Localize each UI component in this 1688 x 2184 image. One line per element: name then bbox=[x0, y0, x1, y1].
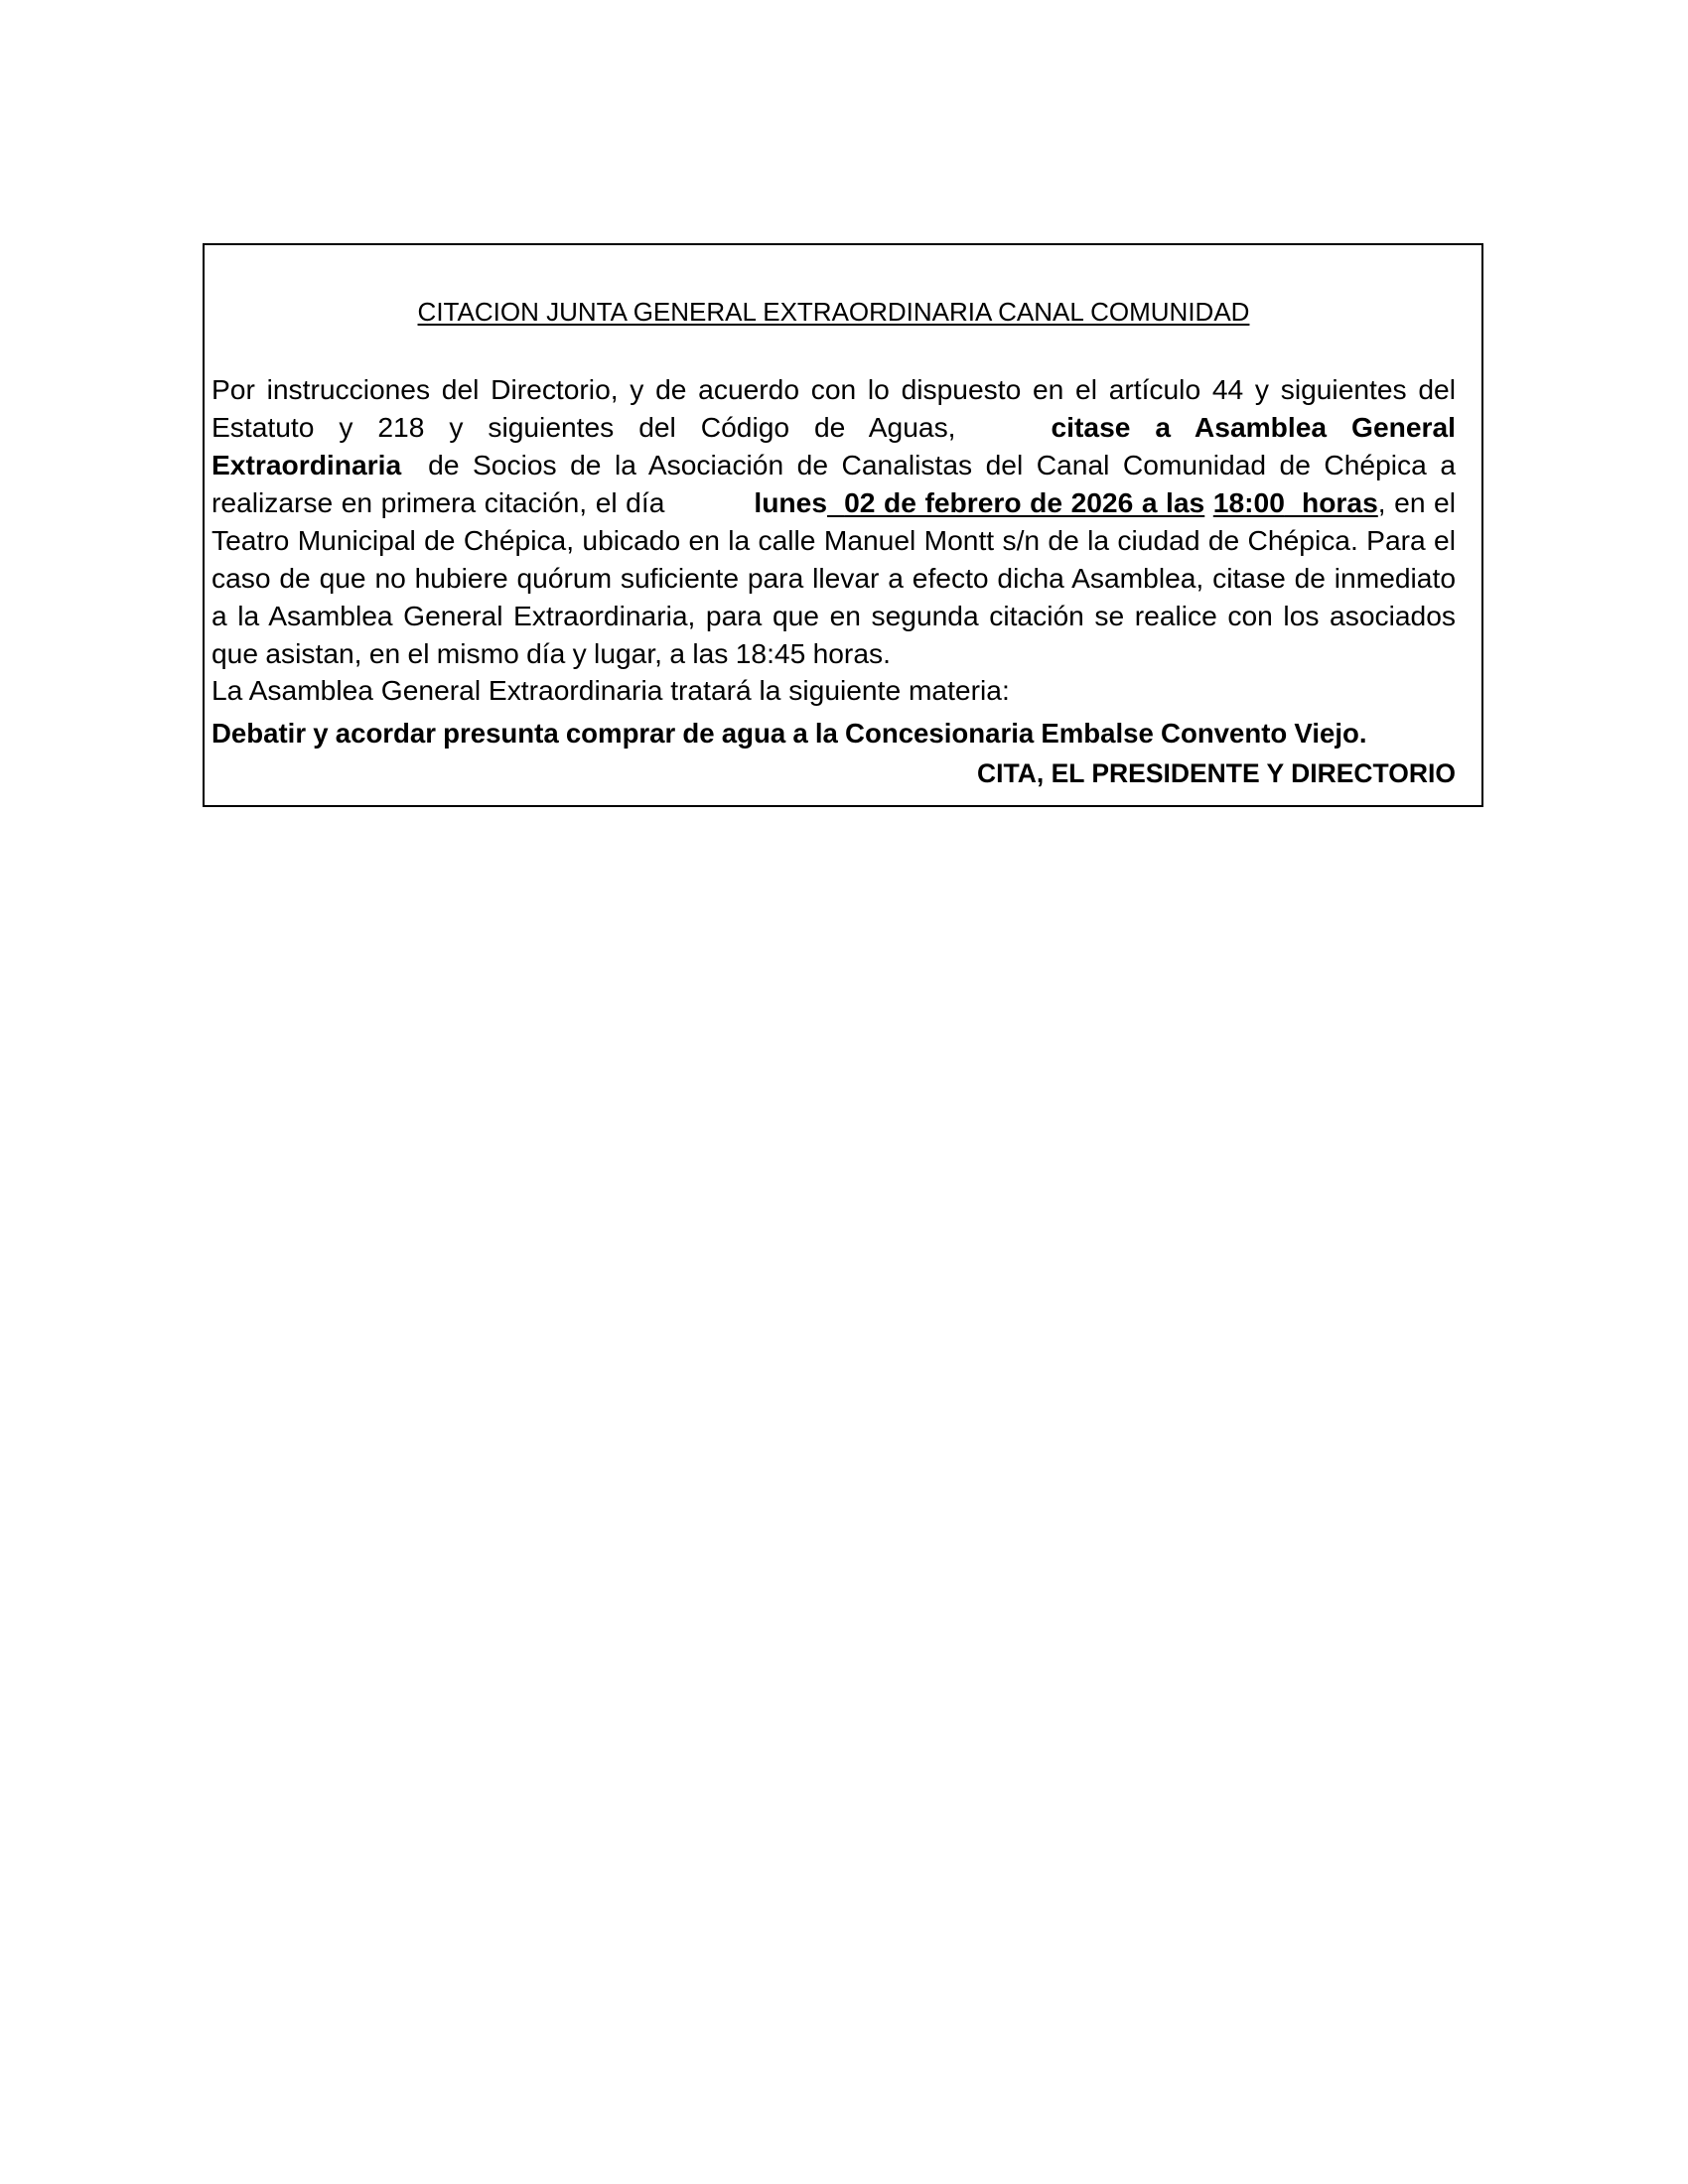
call-to-assembly: citase a Asamblea General Extraordinaria bbox=[211, 411, 1456, 480]
notice-box bbox=[203, 243, 1483, 807]
meeting-time: 18:00 bbox=[1212, 486, 1285, 518]
body-assembly-details: de Socios de la Asociación de Canalistas del Canal Comunidad de Chépica a realizarse en primera citación, el día bbox=[211, 449, 1457, 518]
notice-signature: CITA, EL PRESIDENTE Y DIRECTORIO bbox=[977, 758, 1456, 788]
notice-body bbox=[211, 370, 1456, 672]
notice-title: CITACION JUNTA GENERAL EXTRAORDINARIA CANAL COMUNIDAD bbox=[417, 297, 1250, 327]
agenda-subject: Debatir y acordar presunta comprar de agua a la Concesionaria Embalse Convento Viejo. bbox=[211, 718, 1367, 749]
meeting-hours-label: horas bbox=[1302, 486, 1378, 518]
meeting-day: lunes bbox=[754, 486, 827, 518]
body-location: , en el Teatro Municipal de Chépica, ubicado en la calle Manuel Montt s/n de la ciudad de Chépica. Para el caso de que no hubiere quórum suficiente para llevar a efecto dicha Asamblea, citase de inmediato a la Asamblea General Extraordinaria, para que en segunda citación se realice con los asociados que asistan, en el mismo día y lugar, a las 18:45 horas. bbox=[211, 486, 1456, 669]
meeting-date: 02 de febrero de 2026 a las bbox=[844, 486, 1205, 518]
agenda-intro: La Asamblea General Extraordinaria tratará la siguiente materia: bbox=[211, 674, 1010, 706]
body-opening: Por instrucciones del Directorio, y de acuerdo con lo dispuesto en el artículo 44 y siguientes del Estatuto y 218 y siguientes del Código de Aguas, bbox=[211, 373, 1456, 443]
